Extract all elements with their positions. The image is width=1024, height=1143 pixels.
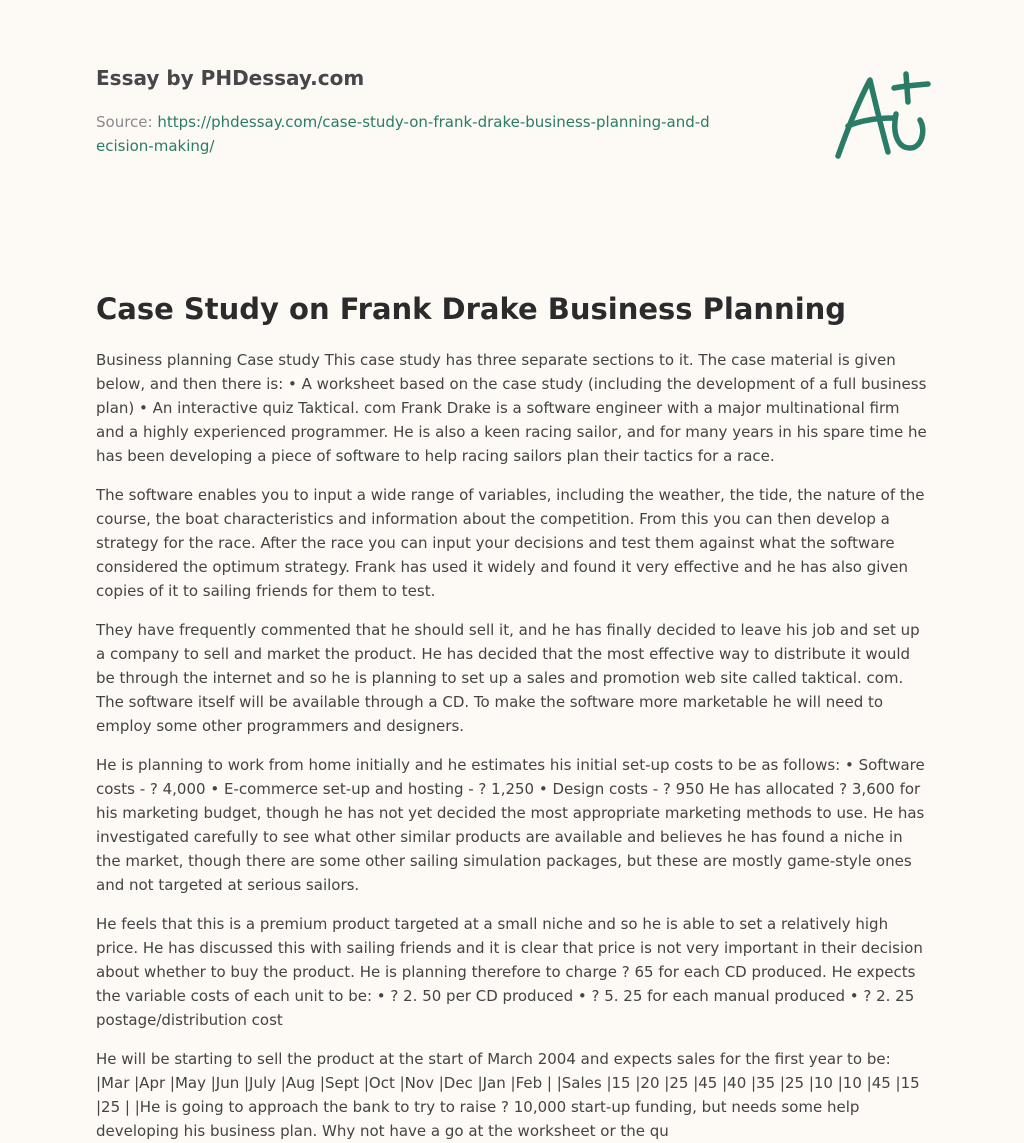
page-header — [96, 64, 928, 214]
article-title: Case Study on Frank Drake Business Planning — [96, 292, 847, 326]
article-paragraph: He feels that this is a premium product targeted at a small niche and so he is able to set a relatively high price. He has discussed this with sailing friends and it is clear that price is not very important in their decision about whether to buy the product. He is planning therefore to charge ? 65 for each CD produced. He expects the variable costs of each unit to be: • ? 2. 50 per CD produced • ? 5. 25 for each manual produced • ? 2. 25 postage/distribution cost — [96, 915, 923, 1029]
source-line — [96, 110, 716, 158]
article-paragraph: He will be starting to sell the product at the start of March 2004 and expects sales for the first year to be: |Mar |Apr |May |Jun |July |Aug |Sept |Oct |Nov |Dec |Jan |Feb | |Sales |15 |20 |25 |45 |40 |35 |25 |10 |10 |45 |15 |25 | |He is going to approach the bank to try to raise ? 10,000 start-up funding, but needs some help developing his business plan. Why not have a go at the worksheet or the qu — [96, 1050, 920, 1140]
article-paragraph: Business planning Case study This case study has three separate sections to it. The case material is given below, and then there is: • A worksheet based on the case study (including the development of a full business plan) • An interactive quiz Taktical. com Frank Drake is a software engineer with a major multinational firm and a highly experienced programmer. He is also a keen racing sailor, and for many years in his spare time he has been developing a piece of software to help racing sailors plan their tactics for a race. — [96, 351, 927, 465]
article-paragraph: They have frequently commented that he should sell it, and he has finally decided to leave his job and set up a company to sell and market the product. He has decided that the most effective way to distribute it would be through the internet and so he is planning to set up a sales and promotion web site called taktical. com. The software itself will be available through a CD. To make the software more marketable he will need to employ some other programmers and designers. — [96, 621, 920, 735]
source-label: Source: — [96, 113, 158, 131]
article-paragraph: He is planning to work from home initially and he estimates his initial set-up costs to be as follows: • Software costs - ? 4,000 • E-commerce set-up and hosting - ? 1,250 • Design costs - ? 950 He has allocated ? 3,600 for his marketing budget, though he has not yet decided the most appropriate marketing methods to use. He has investigated carefully to see what other similar products are available and believes he has found a niche in the market, though there are some other sailing simulation packages, but these are mostly game-style ones and not targeted at serious sailors. — [96, 756, 925, 894]
source-link[interactable]: https://phdessay.com/case-study-on-frank-drake-business-planning-and-decision-making/ — [96, 113, 710, 155]
a-plus-icon — [828, 68, 932, 168]
article-body — [96, 348, 928, 1143]
site-brand: Essay by PHDessay.com — [96, 66, 365, 90]
article-paragraph: The software enables you to input a wide range of variables, including the weather, the tide, the nature of the course, the boat characteristics and information about the competition. From this you can then develop a strategy for the race. After the race you can input your decisions and test them against what the software considered the optimum strategy. Frank has used it widely and found it very effective and he has also given copies of it to sailing friends for them to test. — [96, 486, 925, 600]
